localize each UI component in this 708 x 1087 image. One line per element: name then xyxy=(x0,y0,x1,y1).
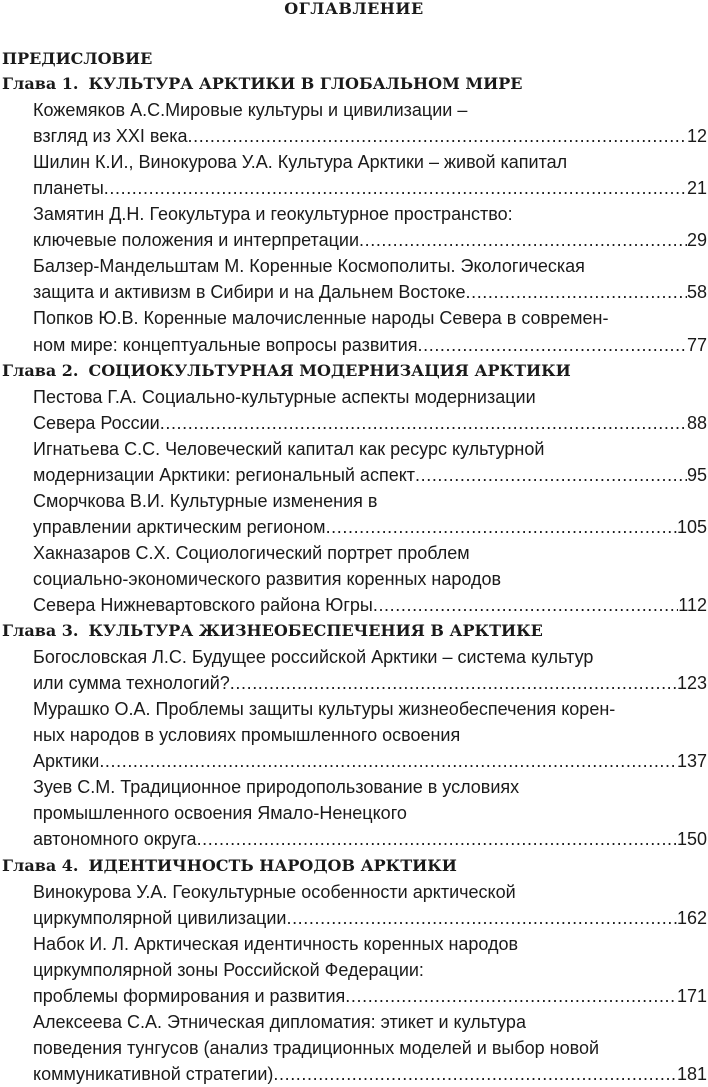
toc-entry-last-line[interactable] xyxy=(33,748,707,774)
chapter-title: ИДЕНТИЧНОСТЬ НАРОДОВ АРКТИКИ xyxy=(88,855,457,875)
toc-entry-text: проблемы формирования и развития xyxy=(33,985,346,1006)
toc-entry-text: Арктики xyxy=(33,751,100,772)
toc-entry-last-line[interactable] xyxy=(33,514,707,540)
toc-entry-line xyxy=(33,696,707,722)
toc-entry-text: или сумма технологий? xyxy=(33,673,230,694)
toc-entry-line xyxy=(33,436,707,462)
toc-entry-text: Зуев С.М. Традиционное природопользование в условиях xyxy=(33,777,520,798)
chapter-title: СОЦИОКУЛЬТУРНАЯ МОДЕРНИЗАЦИЯ АРКТИКИ xyxy=(88,360,571,380)
preface-heading: ПРЕДИСЛОВИЕ xyxy=(2,49,153,68)
toc-entry-text: ных народов в условиях промышленного освоения xyxy=(33,725,461,746)
toc-entry-last-line[interactable] xyxy=(33,826,707,852)
toc-entry-line xyxy=(33,97,707,123)
toc-entry-text: Кожемяков А.С.Мировые культуры и цивилизации – xyxy=(33,100,468,121)
toc-entry-text: коммуникативной стратегии) xyxy=(33,1063,274,1084)
toc-entry-line xyxy=(33,722,707,748)
toc-entry-text: Севера России xyxy=(33,412,160,433)
chapter-number: Глава 4. xyxy=(2,855,79,875)
dot-leader xyxy=(197,826,677,852)
toc-entry-line xyxy=(33,566,707,592)
dot-leader xyxy=(160,410,687,436)
chapter-heading xyxy=(2,358,571,384)
toc-entry-text: Мурашко О.А. Проблемы защиты культуры жизнеобеспечения корен- xyxy=(33,699,616,720)
chapter-heading xyxy=(2,71,522,97)
page-number: 77 xyxy=(686,334,707,355)
toc-entry-last-line[interactable] xyxy=(33,175,707,201)
page-number: 58 xyxy=(686,282,707,303)
page-number: 181 xyxy=(676,1063,707,1084)
page-number: 162 xyxy=(676,907,707,928)
page-number: 112 xyxy=(678,595,707,615)
dot-leader xyxy=(99,748,677,774)
dot-leader xyxy=(415,462,687,488)
page-number: 137 xyxy=(676,751,707,772)
toc-entry-text: ключевые положения и интерпретации xyxy=(33,230,360,251)
dot-leader xyxy=(373,592,678,618)
toc-entry-text: Пестова Г.А. Социально-культурные аспекты модернизации xyxy=(33,386,536,407)
toc-entry-line xyxy=(33,774,707,800)
page-number: 88 xyxy=(686,412,707,433)
toc-entry-text: циркумполярной цивилизации xyxy=(33,907,287,928)
chapter-title: КУЛЬТУРА АРКТИКИ В ГЛОБАЛЬНОМ МИРЕ xyxy=(88,74,523,93)
page-number: 12 xyxy=(686,126,707,147)
toc-entry-line xyxy=(33,305,707,331)
chapter-title: КУЛЬТУРА ЖИЗНЕОБЕСПЕЧЕНИЯ В АРКТИКЕ xyxy=(88,621,543,641)
toc-entry-line xyxy=(33,1009,707,1035)
toc-entry-text: ном мире: концептуальные вопросы развития xyxy=(33,334,418,355)
dot-leader xyxy=(286,905,676,931)
toc-entry-text: Винокурова У.А. Геокультурные особенности арктической xyxy=(33,881,516,902)
chapter-number: Глава 1. xyxy=(2,74,79,93)
toc-entry-last-line[interactable] xyxy=(33,462,707,488)
toc-entry-text: циркумполярной зоны Российской Федерации: xyxy=(33,959,424,980)
dot-leader xyxy=(359,227,687,253)
toc-entry-line xyxy=(33,201,707,227)
dot-leader xyxy=(104,175,687,201)
toc-entry-line xyxy=(33,384,707,410)
toc-entry-text: поведения тунгусов (анализ традиционных моделей и выбор новой xyxy=(33,1037,600,1058)
toc-entry-last-line[interactable] xyxy=(33,279,707,305)
toc-entry-text: Шилин К.И., Винокурова У.А. Культура Арктики – живой капитал xyxy=(33,152,568,173)
dot-leader xyxy=(466,279,687,305)
toc-entry-line xyxy=(33,540,707,566)
dot-leader xyxy=(326,514,677,540)
toc-entry-line xyxy=(33,957,707,983)
toc-entry-last-line[interactable] xyxy=(33,983,707,1009)
dot-leader xyxy=(418,332,687,358)
toc-entry-last-line[interactable] xyxy=(33,1061,707,1087)
page-title: ОГЛАВЛЕНИЕ xyxy=(284,0,424,18)
toc-entry-text: взгляд из XXI века xyxy=(33,126,188,147)
page-number: 95 xyxy=(686,464,707,485)
chapter-heading xyxy=(2,618,543,644)
toc-entry-line xyxy=(33,800,707,826)
toc-entry-text: промышленного освоения Ямало-Ненецкого xyxy=(33,803,407,824)
toc-entry-text: Набок И. Л. Арктическая идентичность коренных народов xyxy=(33,933,519,954)
toc-entry-line xyxy=(33,253,707,279)
dot-leader xyxy=(230,670,677,696)
toc-entry-last-line[interactable] xyxy=(33,905,707,931)
toc-entry-last-line[interactable] xyxy=(33,123,707,149)
toc-entry-text: автономного округа xyxy=(33,829,197,850)
toc-entry-text: планеты xyxy=(33,178,104,199)
dot-leader xyxy=(273,1061,677,1087)
page-number: 21 xyxy=(686,178,707,199)
toc-entry-text: Балзер-Мандельштам М. Коренные Космополиты. Экологическая xyxy=(33,256,585,277)
toc-entry-line xyxy=(33,931,707,957)
chapter-heading xyxy=(2,853,457,879)
page-number: 150 xyxy=(676,829,707,850)
toc-entry-text: Игнатьева С.С. Человеческий капитал как ресурс культурной xyxy=(33,438,545,459)
toc-entry-line xyxy=(33,879,707,905)
page-number: 29 xyxy=(686,230,707,251)
toc-entry-text: Сморчкова В.И. Культурные изменения в xyxy=(33,490,378,511)
toc-entry-text: Попков Ю.В. Коренные малочисленные народы Севера в современ- xyxy=(33,308,609,329)
dot-leader xyxy=(345,983,677,1009)
toc-entry-line xyxy=(33,149,707,175)
toc-entry-last-line[interactable] xyxy=(33,332,707,358)
toc-entry-text: защита и активизм в Сибири и на Дальнем Востоке xyxy=(33,282,466,303)
toc-entry-text: модернизации Арктики: региональный аспект xyxy=(33,464,416,485)
toc-entry-text: социально-экономического развития коренных народов xyxy=(33,568,502,589)
page-number: 105 xyxy=(676,516,707,537)
chapter-number: Глава 3. xyxy=(2,621,79,641)
page-number: 123 xyxy=(676,673,707,694)
page-number: 171 xyxy=(676,985,707,1006)
toc-entry-line xyxy=(33,1035,707,1061)
dot-leader xyxy=(188,123,687,149)
toc-entry-last-line[interactable] xyxy=(33,592,707,618)
toc-entry-last-line[interactable] xyxy=(33,670,707,696)
toc-entry-text: Алексеева С.А. Этническая дипломатия: этикет и культура xyxy=(33,1011,526,1032)
toc-entry-last-line[interactable] xyxy=(33,410,707,436)
toc-entry-line xyxy=(33,644,707,670)
toc-entry-text: Хакназаров С.Х. Социологический портрет проблем xyxy=(33,542,470,563)
toc-entry-text: Богословская Л.С. Будущее российской Арктики – система культур xyxy=(33,647,594,668)
toc-entry-line xyxy=(33,488,707,514)
toc-entry-text: Замятин Д.Н. Геокультура и геокультурное пространство: xyxy=(33,204,513,225)
toc-entry-last-line[interactable] xyxy=(33,227,707,253)
toc-entry-text: Севера Нижневартовского района Югры xyxy=(33,595,373,615)
toc-entry-text: управлении арктическим регионом xyxy=(33,516,326,537)
chapter-number: Глава 2. xyxy=(2,360,79,380)
